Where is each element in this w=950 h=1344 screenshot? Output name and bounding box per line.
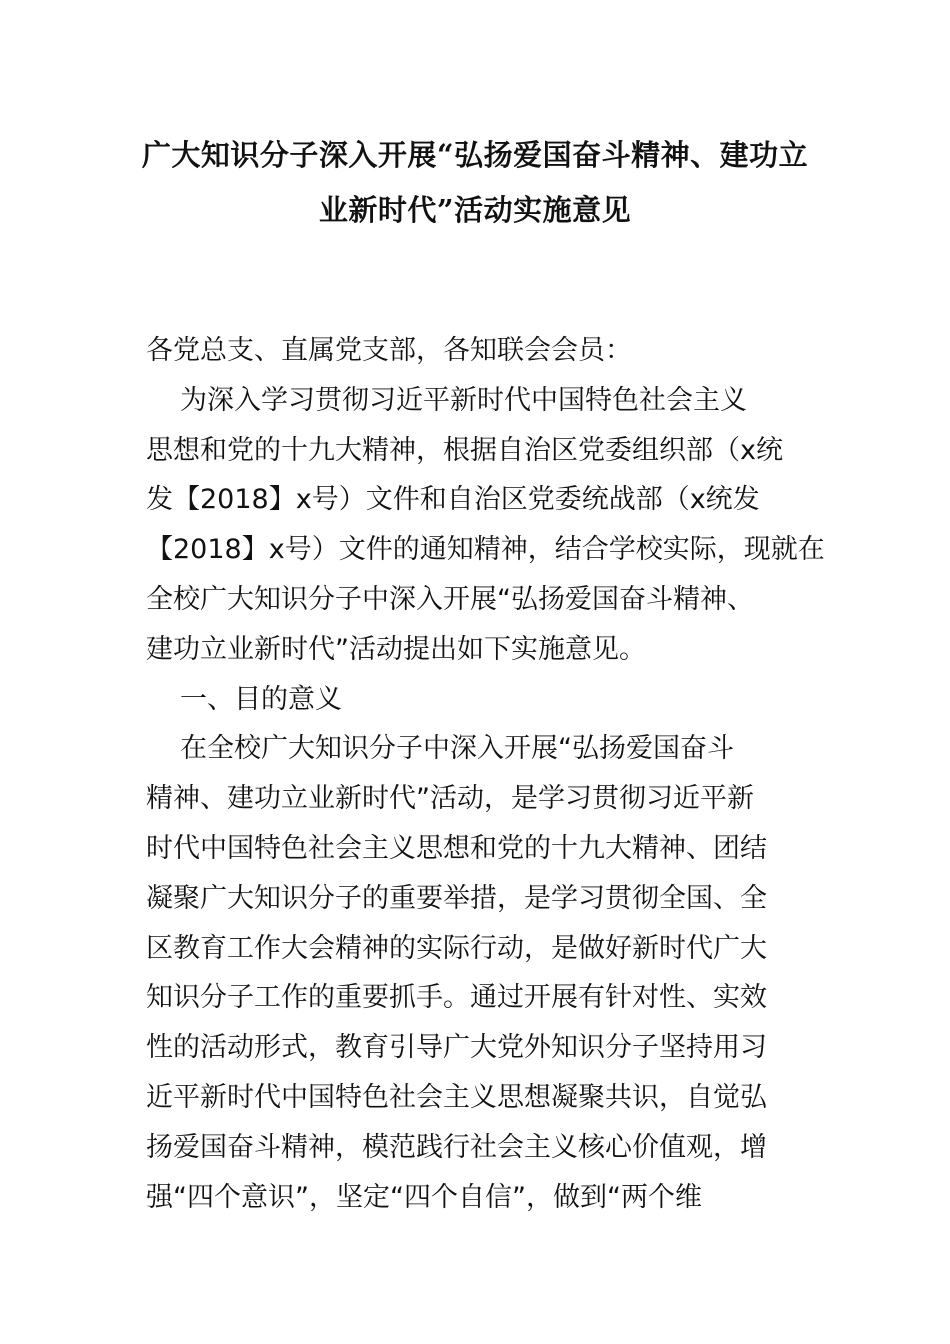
section-heading-1: 一、目的意义 <box>180 683 342 715</box>
paragraph-2-line-10: 强“四个意识”，坚定“四个自信”，做到“两个维 <box>146 1181 702 1213</box>
paragraph-2-line-5: 区教育工作大会精神的实际行动，是做好新时代广大 <box>146 932 767 964</box>
title-line-1: 广大知识分子深入开展“弘扬爱国奋斗精神、建功立 <box>141 138 809 172</box>
document-body <box>146 326 825 1222</box>
document-title <box>120 128 830 238</box>
paragraph-1-line-4: 【2018】x号）文件的通知精神，结合学校实际，现就在 <box>146 534 825 566</box>
paragraph-1-line-1: 为深入学习贯彻习近平新时代中国特色社会主义 <box>180 384 747 416</box>
paragraph-2-line-9: 扬爱国奋斗精神，模范践行社会主义核心价值观，增 <box>146 1131 767 1163</box>
paragraph-1-line-3: 发【2018】x号）文件和自治区党委统战部（x统发 <box>146 484 760 516</box>
paragraph-2-line-3: 时代中国特色社会主义思想和党的十九大精神、团结 <box>146 832 767 864</box>
paragraph-2-line-2: 精神、建功立业新时代”活动，是学习贯彻习近平新 <box>146 783 754 815</box>
paragraph-2-line-4: 凝聚广大知识分子的重要举措，是学习贯彻全国、全 <box>146 882 767 914</box>
salutation: 各党总支、直属党支部，各知联会会员： <box>146 335 632 366</box>
paragraph-2-line-6: 知识分子工作的重要抓手。通过开展有针对性、实效 <box>146 982 767 1014</box>
paragraph-1-line-5: 全校广大知识分子中深入开展“弘扬爱国奋斗精神、 <box>146 583 754 615</box>
paragraph-1-line-2: 思想和党的十九大精神，根据自治区党委组织部（x统 <box>146 434 783 466</box>
paragraph-1-line-6: 建功立业新时代”活动提出如下实施意见。 <box>146 633 646 665</box>
paragraph-2-line-7: 性的活动形式，教育引导广大党外知识分子坚持用习 <box>146 1032 767 1064</box>
paragraph-2-line-8: 近平新时代中国特色社会主义思想凝聚共识，自觉弘 <box>146 1081 767 1113</box>
paragraph-2-line-1: 在全校广大知识分子中深入开展“弘扬爱国奋斗 <box>180 733 734 765</box>
title-line-2: 业新时代”活动实施意见 <box>318 193 632 227</box>
